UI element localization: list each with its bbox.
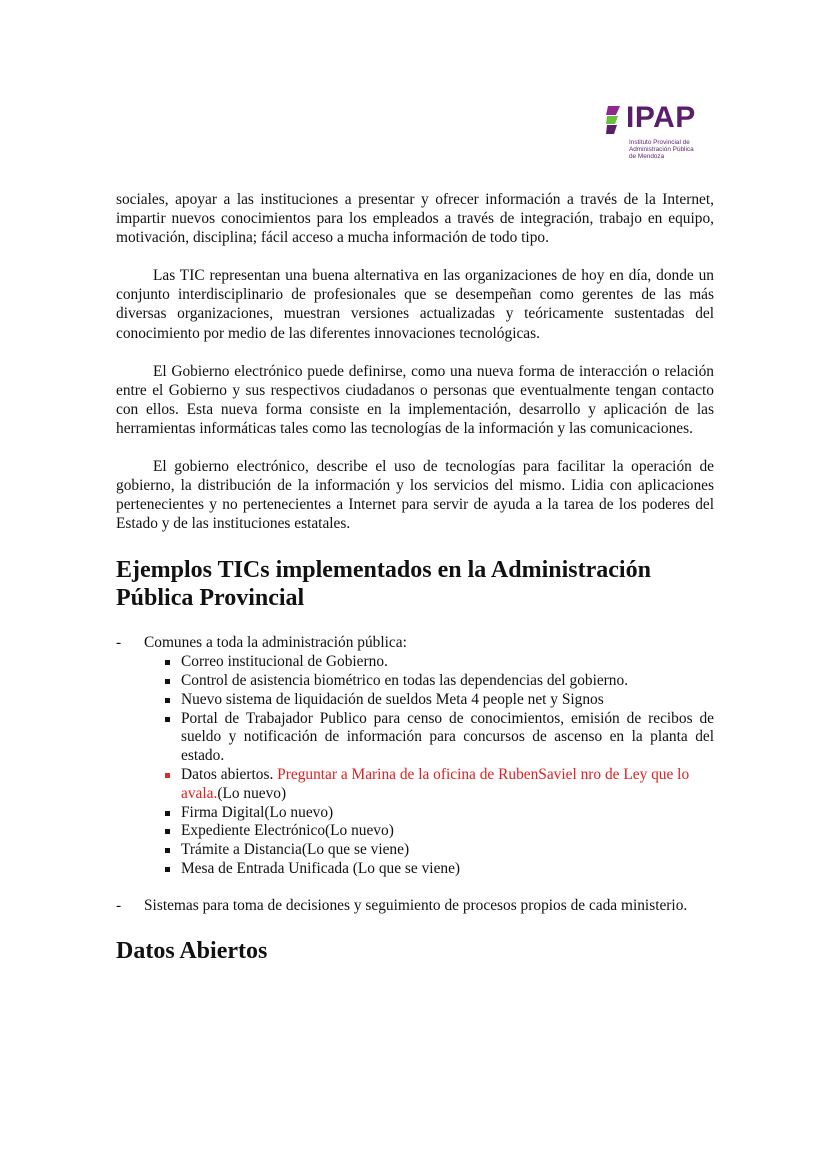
square-bullet-icon <box>165 773 170 778</box>
group-label: Comunes a toda la administración pública: <box>144 634 407 652</box>
list-group-comunes <box>116 634 714 878</box>
square-bullet-icon <box>165 660 170 665</box>
sublist <box>144 653 714 879</box>
list-item: Correo institucional de Gobierno. <box>144 653 714 672</box>
paragraph-2: Las TIC representan una buena alternativa en las organizaciones de hoy en día, donde un conjunto interdisciplinario de profesionales que se desempeñan como gerentes de las más diversas organizaciones, muestran versiones actualizadas y teóricamente sustentadas del conocimiento por medio de las diferentes innovaciones tecnológicas. <box>116 267 714 342</box>
section-heading-tics: Ejemplos TICs implementados en la Administración Pública Provincial <box>116 557 651 611</box>
list-item: Portal de Trabajador Publico para censo de conocimientos, emisión de recibos de sueldo y notificación de información para concursos de ascenso en la planta del estado. <box>144 710 714 766</box>
square-bullet-icon <box>165 698 170 703</box>
list-item: Control de asistencia biométrico en todas las dependencias del gobierno. <box>144 672 714 691</box>
list-item-datos-abiertos: Datos abiertos. Preguntar a Marina de la oficina de RubenSaviel nro de Ley que lo avala.(Lo nuevo) <box>144 766 714 804</box>
logo-subtitle: Instituto Provincial de Administración Pública de Mendoza <box>629 139 694 161</box>
square-bullet-icon <box>165 679 170 684</box>
square-bullet-icon <box>165 717 170 722</box>
ipap-logo-mark-icon <box>606 106 626 134</box>
paragraph-3: El Gobierno electrónico puede definirse, como una nueva forma de interacción o relación entre el Gobierno y sus respectivos ciudadanos o personas que eventualmente tengan contacto con ellos. Esta nueva forma consiste en la implementación, desarrollo y aplicación de las herramientas informáticas tales como las tecnologías de la información y las comunicaciones. <box>116 362 714 437</box>
group-label: Sistemas para toma de decisiones y seguimiento de procesos propios de cada ministerio. <box>144 896 688 914</box>
review-note: Preguntar a Marina de la oficina de RubenSaviel nro de Ley que lo avala. <box>181 765 690 802</box>
logo-wordmark: IPAP <box>626 101 696 134</box>
list-item: Nuevo sistema de liquidación de sueldos Meta 4 people net y Signos <box>144 691 714 710</box>
square-bullet-icon <box>165 848 170 853</box>
section-heading-datos-abiertos: Datos Abiertos <box>116 937 268 964</box>
document-body <box>116 190 714 965</box>
square-bullet-icon <box>165 811 170 816</box>
tics-list <box>116 634 714 915</box>
list-item: Firma Digital(Lo nuevo) <box>144 804 714 823</box>
paragraph-1: sociales, apoyar a las instituciones a presentar y ofrecer información a través de la Internet, impartir nuevos conocimientos para los empleados a través de integración, trabajo en equipo, motivación, disciplina; fácil acceso a mucha información de todo tipo. <box>116 191 714 247</box>
square-bullet-icon <box>165 867 170 872</box>
list-item: Trámite a Distancia(Lo que se viene) <box>144 841 714 860</box>
list-item: Mesa de Entrada Unificada (Lo que se viene) <box>144 860 714 879</box>
paragraph-4: El gobierno electrónico, describe el uso de tecnologías para facilitar la operación de gobierno, la distribución de la información y los servicios del mismo. Lidia con aplicaciones pertenecientes y no pertenecientes a Internet para servir de ayuda a la tarea de los poderes del Estado y de las instituciones estatales. <box>116 458 714 533</box>
list-item: Expediente Electrónico(Lo nuevo) <box>144 822 714 841</box>
dash-bullet: - <box>116 634 122 652</box>
square-bullet-icon <box>165 829 170 834</box>
dash-bullet: - <box>116 896 122 914</box>
list-group-sistemas <box>116 897 714 916</box>
ipap-logo <box>606 101 716 164</box>
